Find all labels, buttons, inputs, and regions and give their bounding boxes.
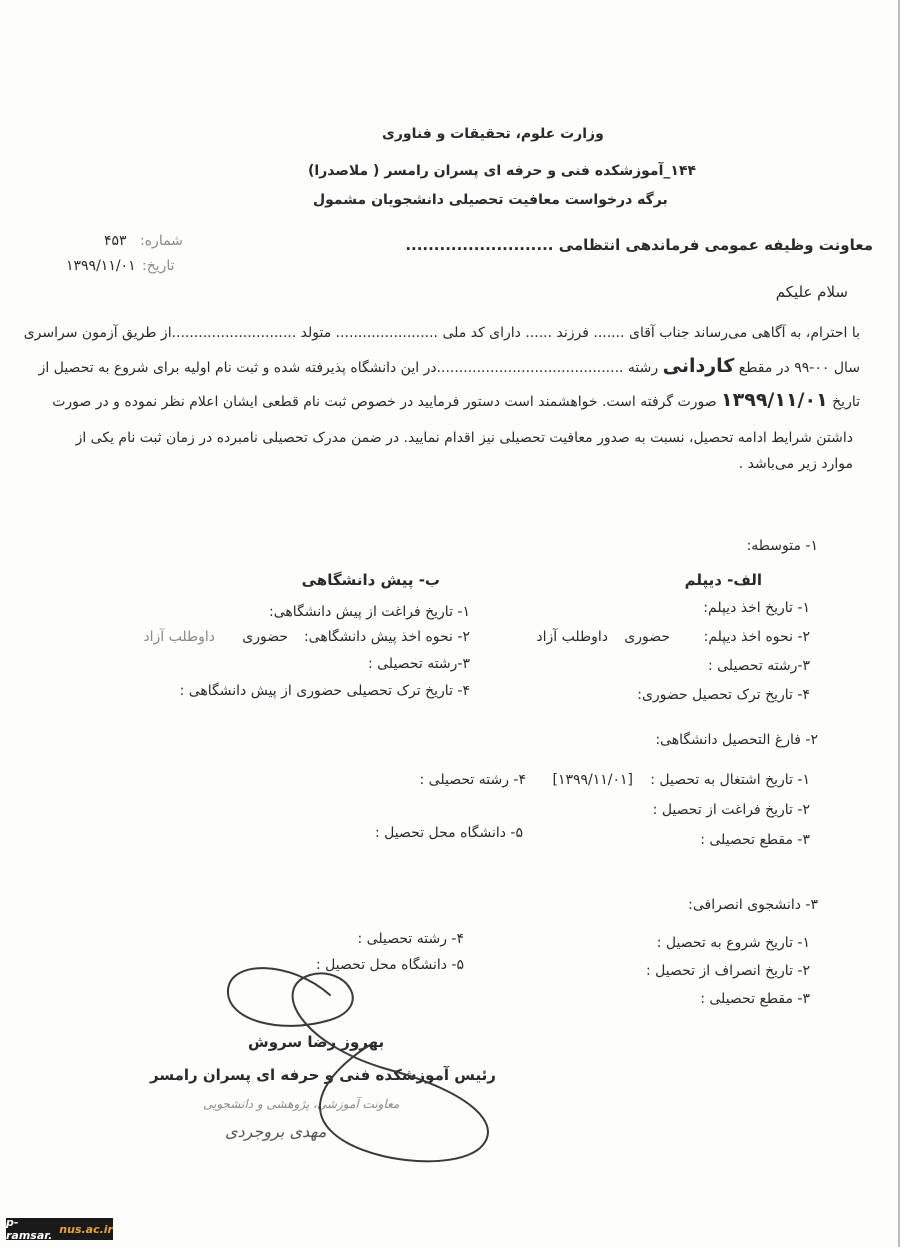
site-badge [6,1218,113,1240]
graduate-field: ۴- رشته تحصیلی : [419,772,526,788]
withdrawn-item-2: ۲- تاریخ انصراف از تحصیل : [645,963,810,979]
form-title: برگه درخواست معافیت تحصیلی دانشجویان مشمول [313,192,668,208]
deputy-title: معاونت آموزشی، پژوهشی و دانشجویی [203,1097,400,1111]
section-1-title: ۱- متوسطه: [746,538,818,554]
body-line-1: با احترام، به آگاهی می‌رساند جناب آقای ....... فرزند ...... دارای کد ملی ....................... متولد ............................از طریق آزمون سراسری [23,325,860,341]
preuniversity-item-1: ۱- تاریخ فراغت از پیش دانشگاهی: [269,604,470,620]
body-line-3-end: صورت گرفته است. خواهشمند است دستور فرمایید در خصوص ثبت نام قطعی ایشان اعلام نظر نموده و در صورت [52,394,717,410]
preuniversity-mode-in-person: حضوری [242,629,288,645]
number-value: ۴۵۳ [104,233,127,249]
greeting: سلام علیکم [775,283,848,301]
body-line-2-start: سال ۰۰-۹۹ در مقطع [738,360,860,376]
body-line-4: داشتن شرایط ادامه تحصیل، نسبت به صدور معافیت تحصیلی نیز اقدام نمایید. در ضمن مدرک تحصیلی نامبرده در زمان ثبت نام یکی از [75,430,853,446]
diploma-title: الف- دیپلم [684,571,762,589]
site-badge-domain: nus.ac.ir [59,1222,113,1236]
withdrawn-item-1: ۱- تاریخ شروع به تحصیل : [656,935,810,951]
withdrawn-field: ۴- رشته تحصیلی : [357,931,464,947]
preuniversity-item-2: ۲- نحوه اخذ پیش دانشگاهی: [303,629,470,645]
diploma-item-4: ۴- تاریخ ترک تحصیل حضوری: [637,687,810,703]
preuniversity-title: ب- پیش دانشگاهی [301,571,440,589]
date-label: تاریخ: [142,258,175,274]
section-2-title: ۲- فارغ التحصیل دانشگاهی: [655,732,818,748]
diploma-item-3: ۳-رشته تحصیلی : [707,658,810,674]
graduate-item-1: ۱- تاریخ اشتغال به تحصیل : [650,772,810,788]
graduate-item-3: ۳- مقطع تحصیلی : [700,832,810,848]
deputy-name: مهدی بروجردی [225,1122,327,1141]
site-badge-prefix: p-ramsar. [6,1216,53,1242]
ministry-title: وزارت علوم، تحقیقات و فناوری [382,126,604,142]
education-level: کاردانی [662,355,735,377]
number-label: شماره: [140,233,183,249]
college-name: ۱۴۴_آموزشکده فنی و حرفه ای پسران رامسر ( ملاصدرا) [308,163,697,179]
recipient: معاونت وظیفه عمومی فرماندهی انتظامی .......................... [405,236,873,254]
body-line-2-end: رشته ..........................................در این دانشگاه پذیرفته شده و ثبت نام اولیه برای شروع به تحصیل از [38,360,659,376]
graduate-study-date: [۱۳۹۹/۱۱/۰۱] [552,772,633,788]
body-line-3-start: تاریخ [832,394,860,410]
diploma-item-2: ۲- نحوه اخذ دیپلم: [703,629,810,645]
date-value: ۱۳۹۹/۱۱/۰۱ [66,258,136,274]
signer-role: رئیس آموزشکده فنی و حرفه ای پسران رامسر [150,1066,496,1084]
preuniversity-item-4: ۴- تاریخ ترک تحصیلی حضوری از پیش دانشگاهی : [179,683,470,699]
registration-date: ۱۳۹۹/۱۱/۰۱ [721,389,828,411]
section-3-title: ۳- دانشجوی انصرافی: [688,897,818,913]
signer-name: بهروز رضا سروش [248,1033,385,1051]
graduate-university: ۵- دانشگاه محل تحصیل : [375,825,523,841]
body-line-5: موارد زیر می‌باشد . [738,456,853,472]
diploma-item-1: ۱- تاریخ اخذ دیپلم: [703,600,810,616]
preuniversity-item-3: ۳-رشته تحصیلی : [367,656,470,672]
diploma-mode-in-person: حضوری [624,629,670,645]
diploma-mode-free: داوطلب آزاد [536,629,608,645]
withdrawn-item-3: ۳- مقطع تحصیلی : [700,991,810,1007]
graduate-item-2: ۲- تاریخ فراغت از تحصیل : [652,802,810,818]
preuniversity-mode-free: داوطلب آزاد [143,629,215,645]
withdrawn-university: ۵- دانشگاه محل تحصیل : [316,957,464,973]
